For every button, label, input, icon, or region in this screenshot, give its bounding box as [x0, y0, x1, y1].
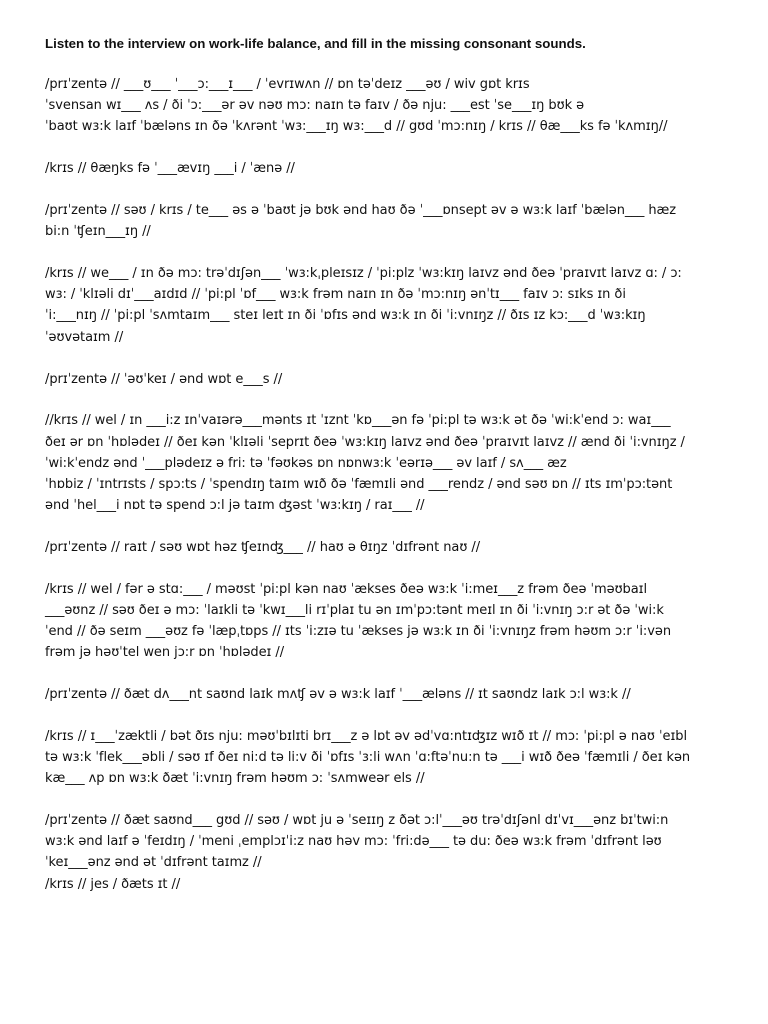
dialogue-paragraph — [45, 263, 735, 347]
transcript-line: ˈəʊvətaɪm // — [45, 329, 124, 345]
transcript-line: /krɪs // we___ / ɪn ðə mɔ: trəˈdɪʃən___ ˈwɜ:kˌpleɪsɪz / ˈpi:plz ˈwɜ:kɪŋ laɪvz ənd ðeə ˈpraɪvɪt laɪvz ɑ: / ɔ: — [45, 266, 682, 282]
transcript-line: /krɪs // θæŋks fə ˈ___ævɪŋ ___i / ˈænə // — [45, 161, 295, 177]
worksheet-title: Listen to the interview on work-life balance, and fill in the missing consonant sounds. — [45, 36, 586, 51]
transcript-line: /prɪˈzentə // raɪt / səʊ wɒt həz ʧeɪnʤ___ // haʊ ə θɪŋz ˈdɪfrənt naʊ // — [45, 539, 481, 555]
dialogue-paragraph — [45, 74, 735, 137]
transcript-line: wɜ:k ənd laɪf ə ˈfeɪdɪŋ / ˈmeni ˌemplɔɪˈi:z naʊ həv mɔ: ˈfri:də___ tə du: ðeə wɜ:k frəm ˈdɪfrənt ləʊ — [45, 834, 662, 850]
transcript-line: /prɪˈzentə // ðæt saʊnd___ gʊd // səʊ / wɒt ju ə ˈseɪɪŋ z ðət ɔ:lˈ___əʊ trəˈdɪʃənl dɪˈvɪ___ənz bɪˈtwi:n — [45, 813, 669, 829]
dialogue-paragraph — [45, 810, 735, 894]
dialogue-paragraph — [45, 200, 735, 242]
dialogue-paragraph — [45, 537, 735, 558]
transcript-line: ___əʊnz // səʊ ðeɪ ə mɔ: ˈlaɪkli tə ˈkwɪ___li rɪˈplaɪ tu ən ɪmˈpɔ:tənt meɪl ɪn ði ˈi:vnɪŋ ɔ:r ət ðə ˈwi:k — [45, 602, 664, 618]
worksheet-page — [45, 34, 735, 895]
dialogue-body — [45, 74, 735, 895]
transcript-line: /krɪs // wel / fər ə stɑ:___ / məʊst ˈpi:pl kən naʊ ˈækses ðeə wɜ:k ˈi:meɪ___z frəm ðeə ˈməʊbaɪl — [45, 581, 648, 597]
transcript-line: ˈhɒbiz / ˈɪntrɪsts / spɔ:ts / ˈspendɪŋ taɪm wɪð ðə ˈfæmɪli ənd ___rendz / ənd səʊ ɒn // ɪts ɪmˈpɔ:tənt — [45, 476, 673, 492]
transcript-line: tə wɜ:k ˈflek___əbli / səʊ ɪf ðeɪ ni:d tə li:v ði ˈɒfɪs ˈɜ:li wʌn ˈɑ:ftəˈnu:n tə ___i wɪð ðeə ˈfæmɪli / ðeɪ kən — [45, 750, 691, 766]
transcript-line: ənd ˈhel___i nɒt tə spend ɔ:l jə taɪm ʤəst ˈwɜ:kɪŋ / raɪ___ // — [45, 497, 425, 513]
transcript-line: /krɪs // jes / ðæts ɪt // — [45, 876, 181, 892]
transcript-line: ðeɪ ər ɒn ˈhɒlədeɪ // ðeɪ kən ˈklɪəli ˈseprɪt ðeə ˈwɜ:kɪŋ laɪvz ənd ðeə ˈpraɪvɪt laɪvz // ænd ði ˈi:vnɪŋz / — [45, 434, 685, 450]
dialogue-paragraph — [45, 369, 735, 390]
transcript-line: /prɪˈzentə // ___ʊ___ ˈ___ɔ:___ɪ___ / ˈevrɪwʌn // ɒn təˈdeɪz ___əʊ / wiv gɒt krɪs — [45, 77, 530, 92]
transcript-line: //krɪs // wel / ɪn ___i:z ɪnˈvaɪərə___mənts ɪt ˈɪznt ˈkɒ___ən fə ˈpi:pl tə wɜ:k ət ðə ˈwi:kˈend ɔ: waɪ___ — [45, 413, 671, 429]
transcript-line: /krɪs // ɪ___ˈzæktli / bət ðɪs nju: məʊˈbɪlɪti brɪ___z ə lɒt əv ədˈvɑ:ntɪʤɪz wɪð ɪt // mɔ: ˈpi:pl ə naʊ ˈeɪbl — [45, 729, 687, 745]
transcript-line: ˈwi:kˈendz ənd ˈ___plədeɪz ə fri: tə ˈfəʊkəs ɒn nɒnwɜ:k ˈeərɪə___ əv laɪf / sʌ___ æz — [45, 455, 567, 471]
transcript-line: /prɪˈzentə // səʊ / krɪs / te___ əs ə ˈbaʊt jə bʊk ənd haʊ ðə ˈ___ɒnsept əv ə wɜ:k laɪf ˈbælən___ hæz — [45, 203, 677, 219]
transcript-line: ˈend // ðə seɪm ___əʊz fə ˈlæpˌtɒps // ɪts ˈi:zɪə tu ˈækses jə wɜ:k ɪn ði ˈi:vnɪŋz frəm həʊm ɔ:r ˈi:vən — [45, 624, 672, 640]
transcript-line: ˈbaʊt wɜ:k laɪf ˈbæləns ɪn ðə ˈkʌrənt ˈwɜ:___ɪŋ wɜ:___d // gʊd ˈmɔ:nɪŋ / krɪs // θæ___ks fə ˈkʌmɪŋ// — [45, 119, 668, 135]
dialogue-paragraph — [45, 158, 735, 179]
dialogue-paragraph — [45, 410, 735, 515]
transcript-line: /prɪˈzentə // ðæt dʌ___nt saʊnd laɪk mʌʧ əv ə wɜ:k laɪf ˈ___æləns // ɪt saʊndz laɪk ɔ:l wɜ:k // — [45, 687, 631, 703]
transcript-line: ˈkeɪ___ənz ənd ət ˈdɪfrənt taɪmz // — [45, 855, 262, 871]
transcript-line: wɜ: / ˈklɪəli dɪˈ___aɪdɪd // ˈpi:pl ˈɒf___ wɜ:k frəm naɪn ɪn ðə ˈmɔ:nɪŋ ənˈtɪ___ faɪv ɔ: sɪks ɪn ði — [45, 287, 626, 303]
dialogue-paragraph — [45, 579, 735, 663]
transcript-line: frəm jə həʊˈtel wen jɔ:r ɒn ˈhɒlədeɪ // — [45, 645, 285, 661]
transcript-line: /prɪˈzentə // ˈəʊˈkeɪ / ənd wɒt e___s // — [45, 371, 283, 387]
dialogue-paragraph — [45, 684, 735, 705]
transcript-line: ˈsvensan wɪ___ ʌs / ði ˈɔ:___ər əv nəʊ mɔ: naɪn tə faɪv / ðə nju: ___est ˈse___ɪŋ bʊk ə — [45, 98, 585, 114]
transcript-line: kæ___ ʌp ɒn wɜ:k ðæt ˈi:vnɪŋ frəm həʊm ɔ: ˈsʌmweər els // — [45, 771, 425, 787]
dialogue-paragraph — [45, 726, 735, 789]
transcript-line: bi:n ˈʧeɪn___ɪŋ // — [45, 224, 151, 240]
transcript-line: ˈi:___nɪŋ // ˈpi:pl ˈsʌmtaɪm___ steɪ leɪt ɪn ði ˈɒfɪs ənd wɜ:k ɪn ði ˈi:vnɪŋz // ðɪs ɪz kɔ:___d ˈwɜ:kɪŋ — [45, 308, 646, 324]
